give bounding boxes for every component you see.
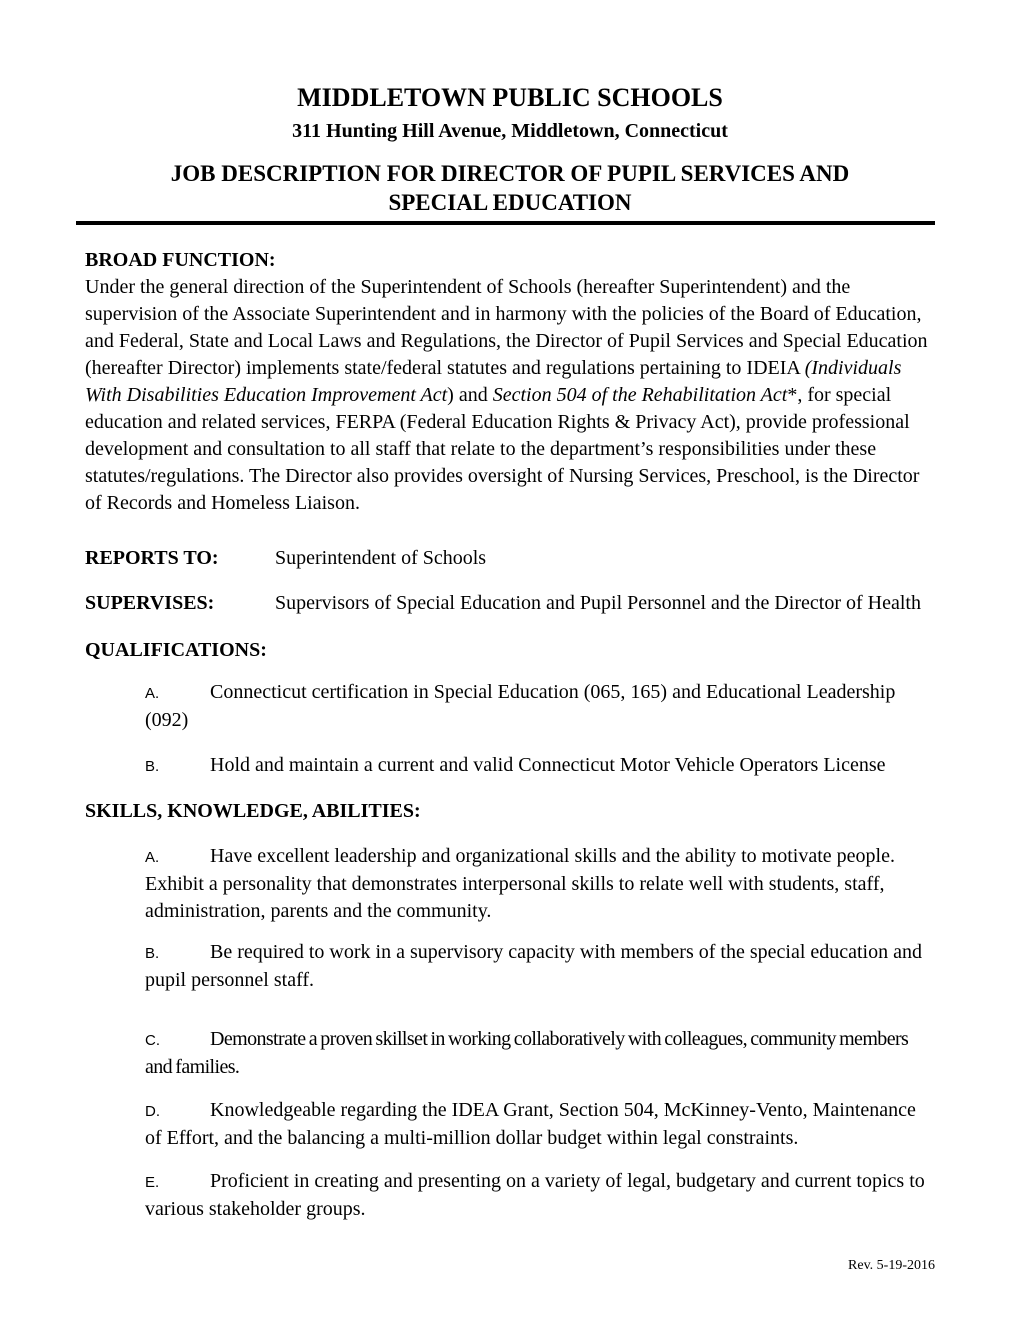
school-address: 311 Hunting Hill Avenue, Middletown, Connecticut bbox=[292, 119, 728, 142]
list-marker: E. bbox=[145, 1173, 160, 1191]
broad-function-paragraph bbox=[85, 274, 935, 517]
list-marker: A. bbox=[145, 848, 160, 866]
skills-item-a bbox=[85, 843, 935, 925]
list-marker: B. bbox=[145, 944, 160, 962]
qualification-item-b bbox=[85, 752, 935, 780]
skills-item-b bbox=[85, 939, 935, 994]
broad-function-segment: *, for special education and related services, FERPA (Federal Education Rights & Privacy Act), provide professional development and consultation to all staff that relate to the department’s responsibilities under these statutes/regulations. The Director also provides oversight of Nursing Services, Preschool, is the Director of Records and Homeless Liaison. bbox=[85, 383, 920, 514]
skills-item-a-text: Have excellent leadership and organizational skills and the ability to motivate people. Exhibit a personality that demonstrates interpersonal skills to relate well with students, staff, administration, parents and the community. bbox=[145, 844, 895, 922]
reports-to-value: Superintendent of Schools bbox=[275, 546, 487, 569]
supervises-row bbox=[85, 590, 935, 617]
supervises-value: Supervisors of Special Education and Pupil Personnel and the Director of Health bbox=[275, 591, 921, 614]
title-divider bbox=[76, 221, 935, 225]
broad-function-segment-italic: Section 504 of the Rehabilitation Act bbox=[492, 383, 788, 406]
broad-function-segment: Under the general direction of the Superintendent of Schools (hereafter Superintendent) and the supervision of the Associate Superintendent and in harmony with the policies of the Board of Education, and Federal, State and Local Laws and Regulations, the Director of Pupil Services and Special Education (hereafter Director) implements state/federal statutes and regulations pertaining to IDEIA bbox=[85, 275, 928, 379]
list-marker: D. bbox=[145, 1102, 160, 1120]
skills-item-e bbox=[85, 1168, 935, 1223]
skills-item-d-text: Knowledgeable regarding the IDEA Grant, Section 504, McKinney-Vento, Maintenance of Effort, and the balancing a multi-million dollar budget within legal constraints. bbox=[145, 1098, 916, 1149]
qualification-item-a bbox=[85, 679, 935, 734]
qualification-item-a-text: Connecticut certification in Special Education (065, 165) and Educational Leadership (092) bbox=[145, 680, 896, 731]
qualifications-heading: QUALIFICATIONS: bbox=[85, 638, 267, 661]
skills-item-e-text: Proficient in creating and presenting on a variety of legal, budgetary and current topics to various stakeholder groups. bbox=[145, 1169, 925, 1220]
list-marker: C. bbox=[145, 1031, 160, 1049]
list-marker: B. bbox=[145, 757, 160, 775]
broad-function-segment: ) and bbox=[447, 383, 493, 406]
qualification-item-b-text: Hold and maintain a current and valid Connecticut Motor Vehicle Operators License bbox=[210, 753, 886, 776]
skills-item-c bbox=[85, 1026, 935, 1081]
list-marker: A. bbox=[145, 684, 160, 702]
supervises-label: SUPERVISES: bbox=[85, 591, 215, 614]
skills-heading: SKILLS, KNOWLEDGE, ABILITIES: bbox=[85, 799, 421, 822]
skills-item-d bbox=[85, 1097, 935, 1152]
skills-item-b-text: Be required to work in a supervisory capacity with members of the special education and pupil personnel staff. bbox=[145, 940, 922, 991]
document-title: JOB DESCRIPTION FOR DIRECTOR OF PUPIL SERVICES AND SPECIAL EDUCATION bbox=[170, 160, 850, 215]
reports-to-row bbox=[85, 545, 935, 572]
school-name: MIDDLETOWN PUBLIC SCHOOLS bbox=[297, 83, 723, 112]
broad-function-segment-italic: (Individuals With Disabilities Education Improvement Act bbox=[85, 356, 902, 406]
skills-item-c-text: Demonstrate a proven skillset in working collaboratively with colleagues, community members and families. bbox=[145, 1027, 909, 1078]
broad-function-heading: BROAD FUNCTION: bbox=[85, 248, 276, 271]
revision-note: Rev. 5-19-2016 bbox=[848, 1257, 935, 1273]
reports-to-label: REPORTS TO: bbox=[85, 546, 219, 569]
